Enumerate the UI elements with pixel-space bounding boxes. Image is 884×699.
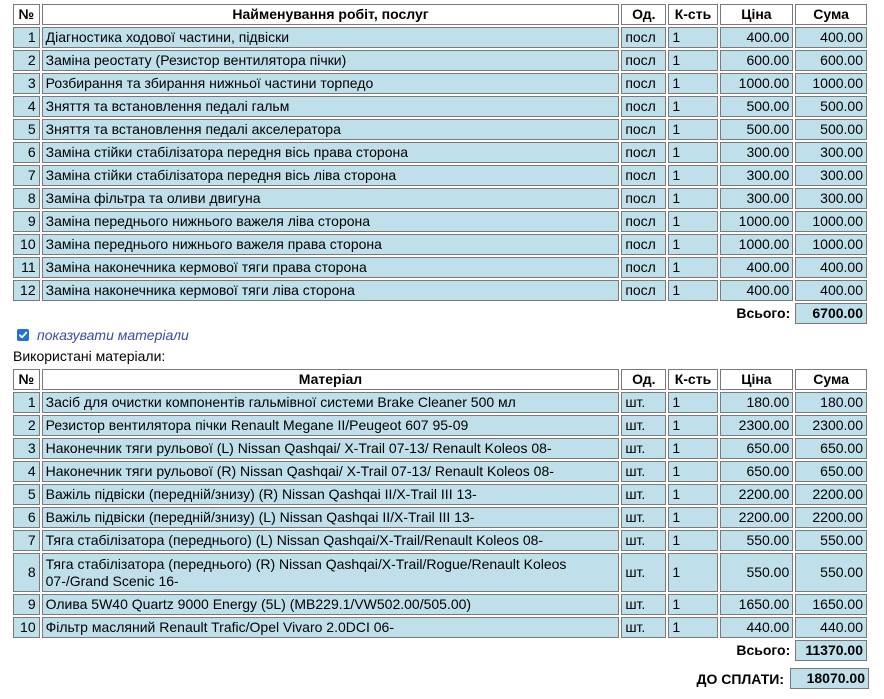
cell-name: Заміна переднього нижнього важеля ліва сторона: [42, 211, 620, 232]
materials-total-label: Всього:: [736, 642, 791, 658]
cell-name: Заміна переднього нижнього важеля права сторона: [42, 234, 620, 255]
cell-unit: посл: [621, 234, 666, 255]
cell-sum: 2200.00: [795, 484, 867, 505]
cell-price: 500.00: [720, 96, 794, 117]
cell-price: 1000.00: [720, 73, 794, 94]
works-header-name: Найменування робіт, послуг: [42, 4, 620, 25]
cell-unit: посл: [621, 280, 666, 301]
cell-sum: 500.00: [795, 96, 867, 117]
cell-sum: 400.00: [795, 257, 867, 278]
cell-qty: 1: [668, 73, 717, 94]
cell-name: Заміна наконечника кермової тяги ліва сторона: [42, 280, 620, 301]
cell-unit: шт.: [621, 415, 666, 436]
cell-price: 300.00: [720, 142, 794, 163]
materials-header-name: Матеріал: [42, 369, 620, 390]
cell-sum: 500.00: [795, 119, 867, 140]
cell-qty: 1: [668, 484, 717, 505]
table-row: [13, 594, 867, 615]
grand-total-value: 18070.00: [790, 668, 869, 689]
cell-qty: 1: [668, 234, 717, 255]
cell-sum: 600.00: [795, 50, 867, 71]
cell-qty: 1: [668, 165, 717, 186]
cell-qty: 1: [668, 119, 717, 140]
show-materials-label[interactable]: показувати матеріали: [37, 327, 189, 343]
cell-price: 650.00: [720, 461, 794, 482]
works-header-qty: К-сть: [668, 4, 717, 25]
cell-num: 12: [13, 280, 40, 301]
cell-price: 400.00: [720, 280, 794, 301]
cell-sum: 180.00: [795, 392, 867, 413]
table-row: [13, 461, 867, 482]
cell-name: Заміна реостату (Резистор вентилятора пічки): [42, 50, 620, 71]
table-row: [13, 257, 867, 278]
table-row: [13, 553, 867, 592]
grand-total-label: ДО СПЛАТИ:: [696, 670, 784, 687]
cell-num: 2: [13, 50, 40, 71]
works-header-num: №: [13, 4, 40, 25]
cell-sum: 1000.00: [795, 234, 867, 255]
cell-qty: 1: [668, 553, 717, 592]
cell-unit: посл: [621, 165, 666, 186]
cell-qty: 1: [668, 257, 717, 278]
cell-name: Наконечник тяги рульової (R) Nissan Qashqai/ X-Trail 07-13/ Renault Koleos 08-: [42, 461, 620, 482]
cell-unit: шт.: [621, 553, 666, 592]
cell-num: 6: [13, 142, 40, 163]
table-row: [13, 234, 867, 255]
cell-name: Зняття та встановлення педалі акселератора: [42, 119, 620, 140]
cell-unit: шт.: [621, 530, 666, 551]
cell-unit: шт.: [621, 617, 666, 638]
table-row: [13, 415, 867, 436]
cell-unit: посл: [621, 142, 666, 163]
materials-header-num: №: [13, 369, 40, 390]
cell-num: 2: [13, 415, 40, 436]
cell-num: 11: [13, 257, 40, 278]
materials-total-value: 11370.00: [795, 640, 867, 661]
cell-name: Резистор вентилятора пічки Renault Megane II/Peugeot 607 95-09: [42, 415, 620, 436]
cell-price: 300.00: [720, 188, 794, 209]
table-row: [13, 96, 867, 117]
cell-name: Фільтр масляний Renault Trafic/Opel Vivaro 2.0DCI 06-: [42, 617, 620, 638]
cell-name: Засіб для очистки компонентів гальмівної системи Brake Cleaner 500 мл: [42, 392, 620, 413]
cell-sum: 650.00: [795, 438, 867, 459]
checkbox-checked-icon[interactable]: [17, 329, 29, 341]
cell-num: 3: [13, 438, 40, 459]
cell-price: 550.00: [720, 553, 794, 592]
cell-qty: 1: [668, 142, 717, 163]
cell-sum: 400.00: [795, 280, 867, 301]
table-row: [13, 530, 867, 551]
cell-num: 10: [13, 617, 40, 638]
works-total-value: 6700.00: [795, 303, 867, 324]
cell-num: 5: [13, 484, 40, 505]
cell-unit: посл: [621, 188, 666, 209]
cell-price: 2200.00: [720, 507, 794, 528]
cell-price: 1650.00: [720, 594, 794, 615]
cell-sum: 650.00: [795, 461, 867, 482]
cell-name: Розбирання та збирання нижньої частини торпедо: [42, 73, 620, 94]
cell-sum: 400.00: [795, 27, 867, 48]
cell-sum: 1650.00: [795, 594, 867, 615]
table-row: [13, 188, 867, 209]
cell-sum: 1000.00: [795, 73, 867, 94]
cell-num: 7: [13, 165, 40, 186]
cell-price: 400.00: [720, 257, 794, 278]
cell-unit: посл: [621, 50, 666, 71]
cell-unit: посл: [621, 119, 666, 140]
cell-sum: 1000.00: [795, 211, 867, 232]
cell-num: 3: [13, 73, 40, 94]
cell-qty: 1: [668, 530, 717, 551]
cell-price: 400.00: [720, 27, 794, 48]
table-row: [13, 211, 867, 232]
cell-name: Зняття та встановлення педалі гальм: [42, 96, 620, 117]
cell-price: 650.00: [720, 438, 794, 459]
cell-name: Заміна стійки стабілізатора передня вісь права сторона: [42, 142, 620, 163]
materials-header-unit: Од.: [621, 369, 666, 390]
table-row: [13, 507, 867, 528]
cell-qty: 1: [668, 507, 717, 528]
table-row: [13, 50, 867, 71]
cell-num: 5: [13, 119, 40, 140]
cell-sum: 550.00: [795, 530, 867, 551]
cell-sum: 440.00: [795, 617, 867, 638]
cell-num: 9: [13, 211, 40, 232]
cell-num: 10: [13, 234, 40, 255]
cell-name: Тяга стабілізатора (переднього) (R) Nissan Qashqai/X-Trail/Rogue/Renault Koleos 07-/Grand Scenic 16-: [42, 553, 620, 592]
cell-qty: 1: [668, 461, 717, 482]
works-header-price: Ціна: [720, 4, 794, 25]
cell-name: Наконечник тяги рульової (L) Nissan Qashqai/ X-Trail 07-13/ Renault Koleos 08-: [42, 438, 620, 459]
cell-num: 4: [13, 96, 40, 117]
cell-sum: 300.00: [795, 165, 867, 186]
cell-name: Заміна фільтра та оливи двигуна: [42, 188, 620, 209]
works-table: [11, 2, 869, 326]
cell-num: 8: [13, 188, 40, 209]
cell-qty: 1: [668, 594, 717, 615]
cell-sum: 300.00: [795, 142, 867, 163]
table-row: [13, 484, 867, 505]
cell-qty: 1: [668, 188, 717, 209]
cell-unit: посл: [621, 211, 666, 232]
cell-price: 1000.00: [720, 234, 794, 255]
cell-unit: посл: [621, 257, 666, 278]
cell-unit: шт.: [621, 438, 666, 459]
cell-qty: 1: [668, 211, 717, 232]
table-row: [13, 280, 867, 301]
table-row: [13, 438, 867, 459]
cell-name: Заміна стійки стабілізатора передня вісь ліва сторона: [42, 165, 620, 186]
cell-name: Заміна наконечника кермової тяги права сторона: [42, 257, 620, 278]
show-materials-toggle[interactable]: [17, 326, 189, 344]
cell-sum: 300.00: [795, 188, 867, 209]
materials-table: [11, 367, 869, 663]
cell-num: 1: [13, 392, 40, 413]
works-header-sum: Сума: [795, 4, 867, 25]
cell-num: 4: [13, 461, 40, 482]
cell-name: Важіль підвіски (передній/знизу) (L) Nissan Qashqai II/X-Trail III 13-: [42, 507, 620, 528]
table-row: [13, 119, 867, 140]
cell-price: 2300.00: [720, 415, 794, 436]
cell-unit: шт.: [621, 392, 666, 413]
cell-unit: шт.: [621, 461, 666, 482]
cell-name: Важіль підвіски (передній/знизу) (R) Nissan Qashqai II/X-Trail III 13-: [42, 484, 620, 505]
cell-num: 7: [13, 530, 40, 551]
cell-num: 6: [13, 507, 40, 528]
materials-header-sum: Сума: [795, 369, 867, 390]
cell-name: Діагностика ходової частини, підвіски: [42, 27, 620, 48]
table-row: [13, 142, 867, 163]
materials-header-row: [13, 369, 867, 390]
cell-price: 440.00: [720, 617, 794, 638]
cell-qty: 1: [668, 27, 717, 48]
cell-unit: посл: [621, 96, 666, 117]
cell-sum: 550.00: [795, 553, 867, 592]
works-total-label: Всього:: [736, 305, 791, 321]
cell-sum: 2300.00: [795, 415, 867, 436]
works-total-row: [13, 303, 867, 324]
grand-total: [697, 668, 869, 689]
cell-qty: 1: [668, 438, 717, 459]
cell-unit: шт.: [621, 484, 666, 505]
cell-price: 500.00: [720, 119, 794, 140]
table-row: [13, 617, 867, 638]
materials-total-row: [13, 640, 867, 661]
cell-unit: посл: [621, 27, 666, 48]
materials-header-qty: К-сть: [668, 369, 717, 390]
cell-name: Тяга стабілізатора (переднього) (L) Nissan Qashqai/X-Trail/Renault Koleos 08-: [42, 530, 620, 551]
table-row: [13, 392, 867, 413]
cell-unit: посл: [621, 73, 666, 94]
cell-num: 9: [13, 594, 40, 615]
table-row: [13, 27, 867, 48]
cell-price: 1000.00: [720, 211, 794, 232]
materials-section-title: Використані матеріали:: [13, 348, 166, 364]
table-row: [13, 73, 867, 94]
materials-header-price: Ціна: [720, 369, 794, 390]
cell-qty: 1: [668, 50, 717, 71]
cell-qty: 1: [668, 617, 717, 638]
cell-sum: 2200.00: [795, 507, 867, 528]
cell-unit: шт.: [621, 594, 666, 615]
cell-price: 2200.00: [720, 484, 794, 505]
cell-name: Олива 5W40 Quartz 9000 Energy (5L) (MB229.1/VW502.00/505.00): [42, 594, 620, 615]
cell-num: 8: [13, 553, 40, 592]
cell-qty: 1: [668, 392, 717, 413]
cell-qty: 1: [668, 280, 717, 301]
cell-price: 600.00: [720, 50, 794, 71]
cell-price: 300.00: [720, 165, 794, 186]
cell-price: 550.00: [720, 530, 794, 551]
cell-unit: шт.: [621, 507, 666, 528]
cell-qty: 1: [668, 96, 717, 117]
works-header-unit: Од.: [621, 4, 666, 25]
cell-num: 1: [13, 27, 40, 48]
cell-qty: 1: [668, 415, 717, 436]
cell-price: 180.00: [720, 392, 794, 413]
works-header-row: [13, 4, 867, 25]
table-row: [13, 165, 867, 186]
